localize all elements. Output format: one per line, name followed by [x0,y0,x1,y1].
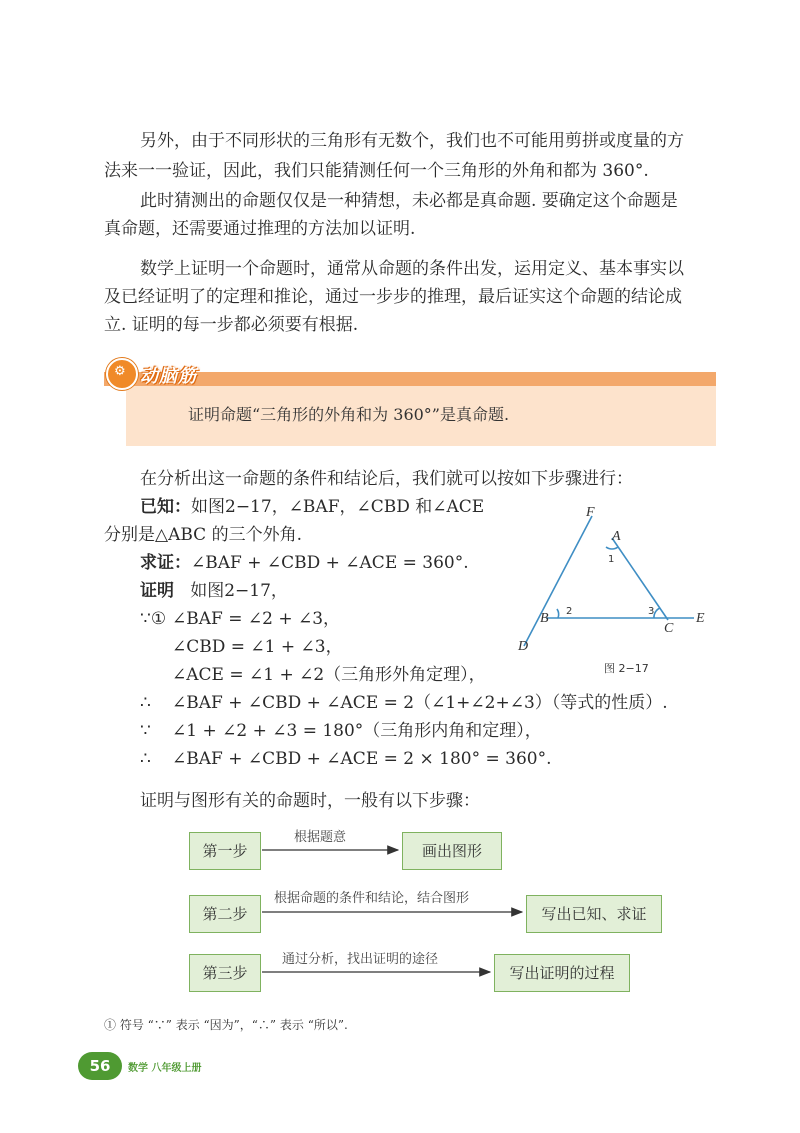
paragraph-3-line-2: 及已经证明了的定理和推论，通过一步步的推理，最后证实这个命题的结论成 [104,287,682,307]
paragraph-3-line-3: 立. 证明的每一步都必须要有根据. [104,315,359,335]
prove-text: ∠BAF + ∠CBD + ∠ACE = 360°. [191,553,469,573]
label-E: E [696,611,705,626]
given-text-1: 如图2−17，∠BAF，∠CBD 和∠ACE [191,497,485,517]
paragraph-2-line-1: 此时猜测出的命题仅仅是一种猜想，未必都是真命题. 要确定这个命题是 [140,191,678,211]
paragraph-1-line-2: 法来一一验证，因此，我们只能猜测任何一个三角形的外角和都为 360°. [104,161,649,181]
step-2-desc: 根据命题的条件和结论，结合图形 [274,891,470,906]
step-2-result: 写出已知、求证 [526,895,662,933]
paragraph-2-line-2: 真命题，还需要通过推理的方法加以证明. [104,219,416,239]
proof-label: 证明 [140,581,174,601]
label-F: F [586,505,595,520]
steps-intro: 证明与图形有关的命题时，一般有以下步骤： [140,791,480,811]
label-angle-2: 2 [566,606,573,617]
paragraph-1-line-1: 另外，由于不同形状的三角形有无数个，我们也不可能用剪拼或度量的方 [140,131,684,151]
page-number: 56 [78,1052,122,1080]
footnote: ① 符号 “∵” 表示 “因为”，“∴” 表示 “所以”. [104,1018,348,1032]
figure-caption: 图 2−17 [604,662,649,675]
activity-title: 动脑筋 [140,366,197,387]
label-D: D [518,639,529,654]
given-label: 已知： [140,497,191,517]
proof-line-5: ∠1 + ∠2 + ∠3 = 180°（三角形内角和定理）， [172,721,542,741]
prove-label: 求证： [140,553,191,573]
proof-line-3: ∠ACE = ∠1 + ∠2（三角形外角定理）， [172,665,486,685]
therefore-symbol-1: ∴ [140,693,151,713]
proof-because-mark: ∵① [140,609,167,629]
label-C: C [664,621,674,636]
book-label: 数学 八年级上册 [128,1063,202,1074]
step-1-result: 画出图形 [402,832,502,870]
therefore-symbol-2: ∴ [140,749,151,769]
proof-line-4: ∠BAF + ∠CBD + ∠ACE = 2（∠1+∠2+∠3）（等式的性质）. [172,693,668,713]
step-3-box: 第三步 [189,954,261,992]
step-3-desc: 通过分析，找出证明的途径 [282,952,439,967]
label-angle-3: 3 [648,606,655,617]
activity-text: 证明命题“三角形的外角和为 360°”是真命题. [188,405,510,424]
step-2-box: 第二步 [189,895,261,933]
label-B: B [540,611,549,626]
label-A: A [612,529,621,544]
step-1-box: 第一步 [189,832,261,870]
because-symbol: ∵ [140,721,151,741]
step-1-desc: 根据题意 [294,830,347,845]
label-angle-1: 1 [608,554,615,565]
gears-icon: ⚙ [106,358,138,390]
step-3-result: 写出证明的过程 [494,954,630,992]
given-line-2: 分别是△ABC 的三个外角. [104,525,302,545]
proof-line-1: ∠BAF = ∠2 + ∠3， [172,609,341,629]
paragraph-3-line-1: 数学上证明一个命题时，通常从命题的条件出发，运用定义、基本事实以 [140,259,684,279]
proof-ref: 如图2−17， [190,581,288,601]
proof-line-2: ∠CBD = ∠1 + ∠3， [172,637,343,657]
proof-line-6: ∠BAF + ∠CBD + ∠ACE = 2 × 180° = 360°. [172,749,552,769]
proof-intro: 在分析出这一命题的条件和结论后，我们就可以按如下步骤进行： [140,469,633,489]
